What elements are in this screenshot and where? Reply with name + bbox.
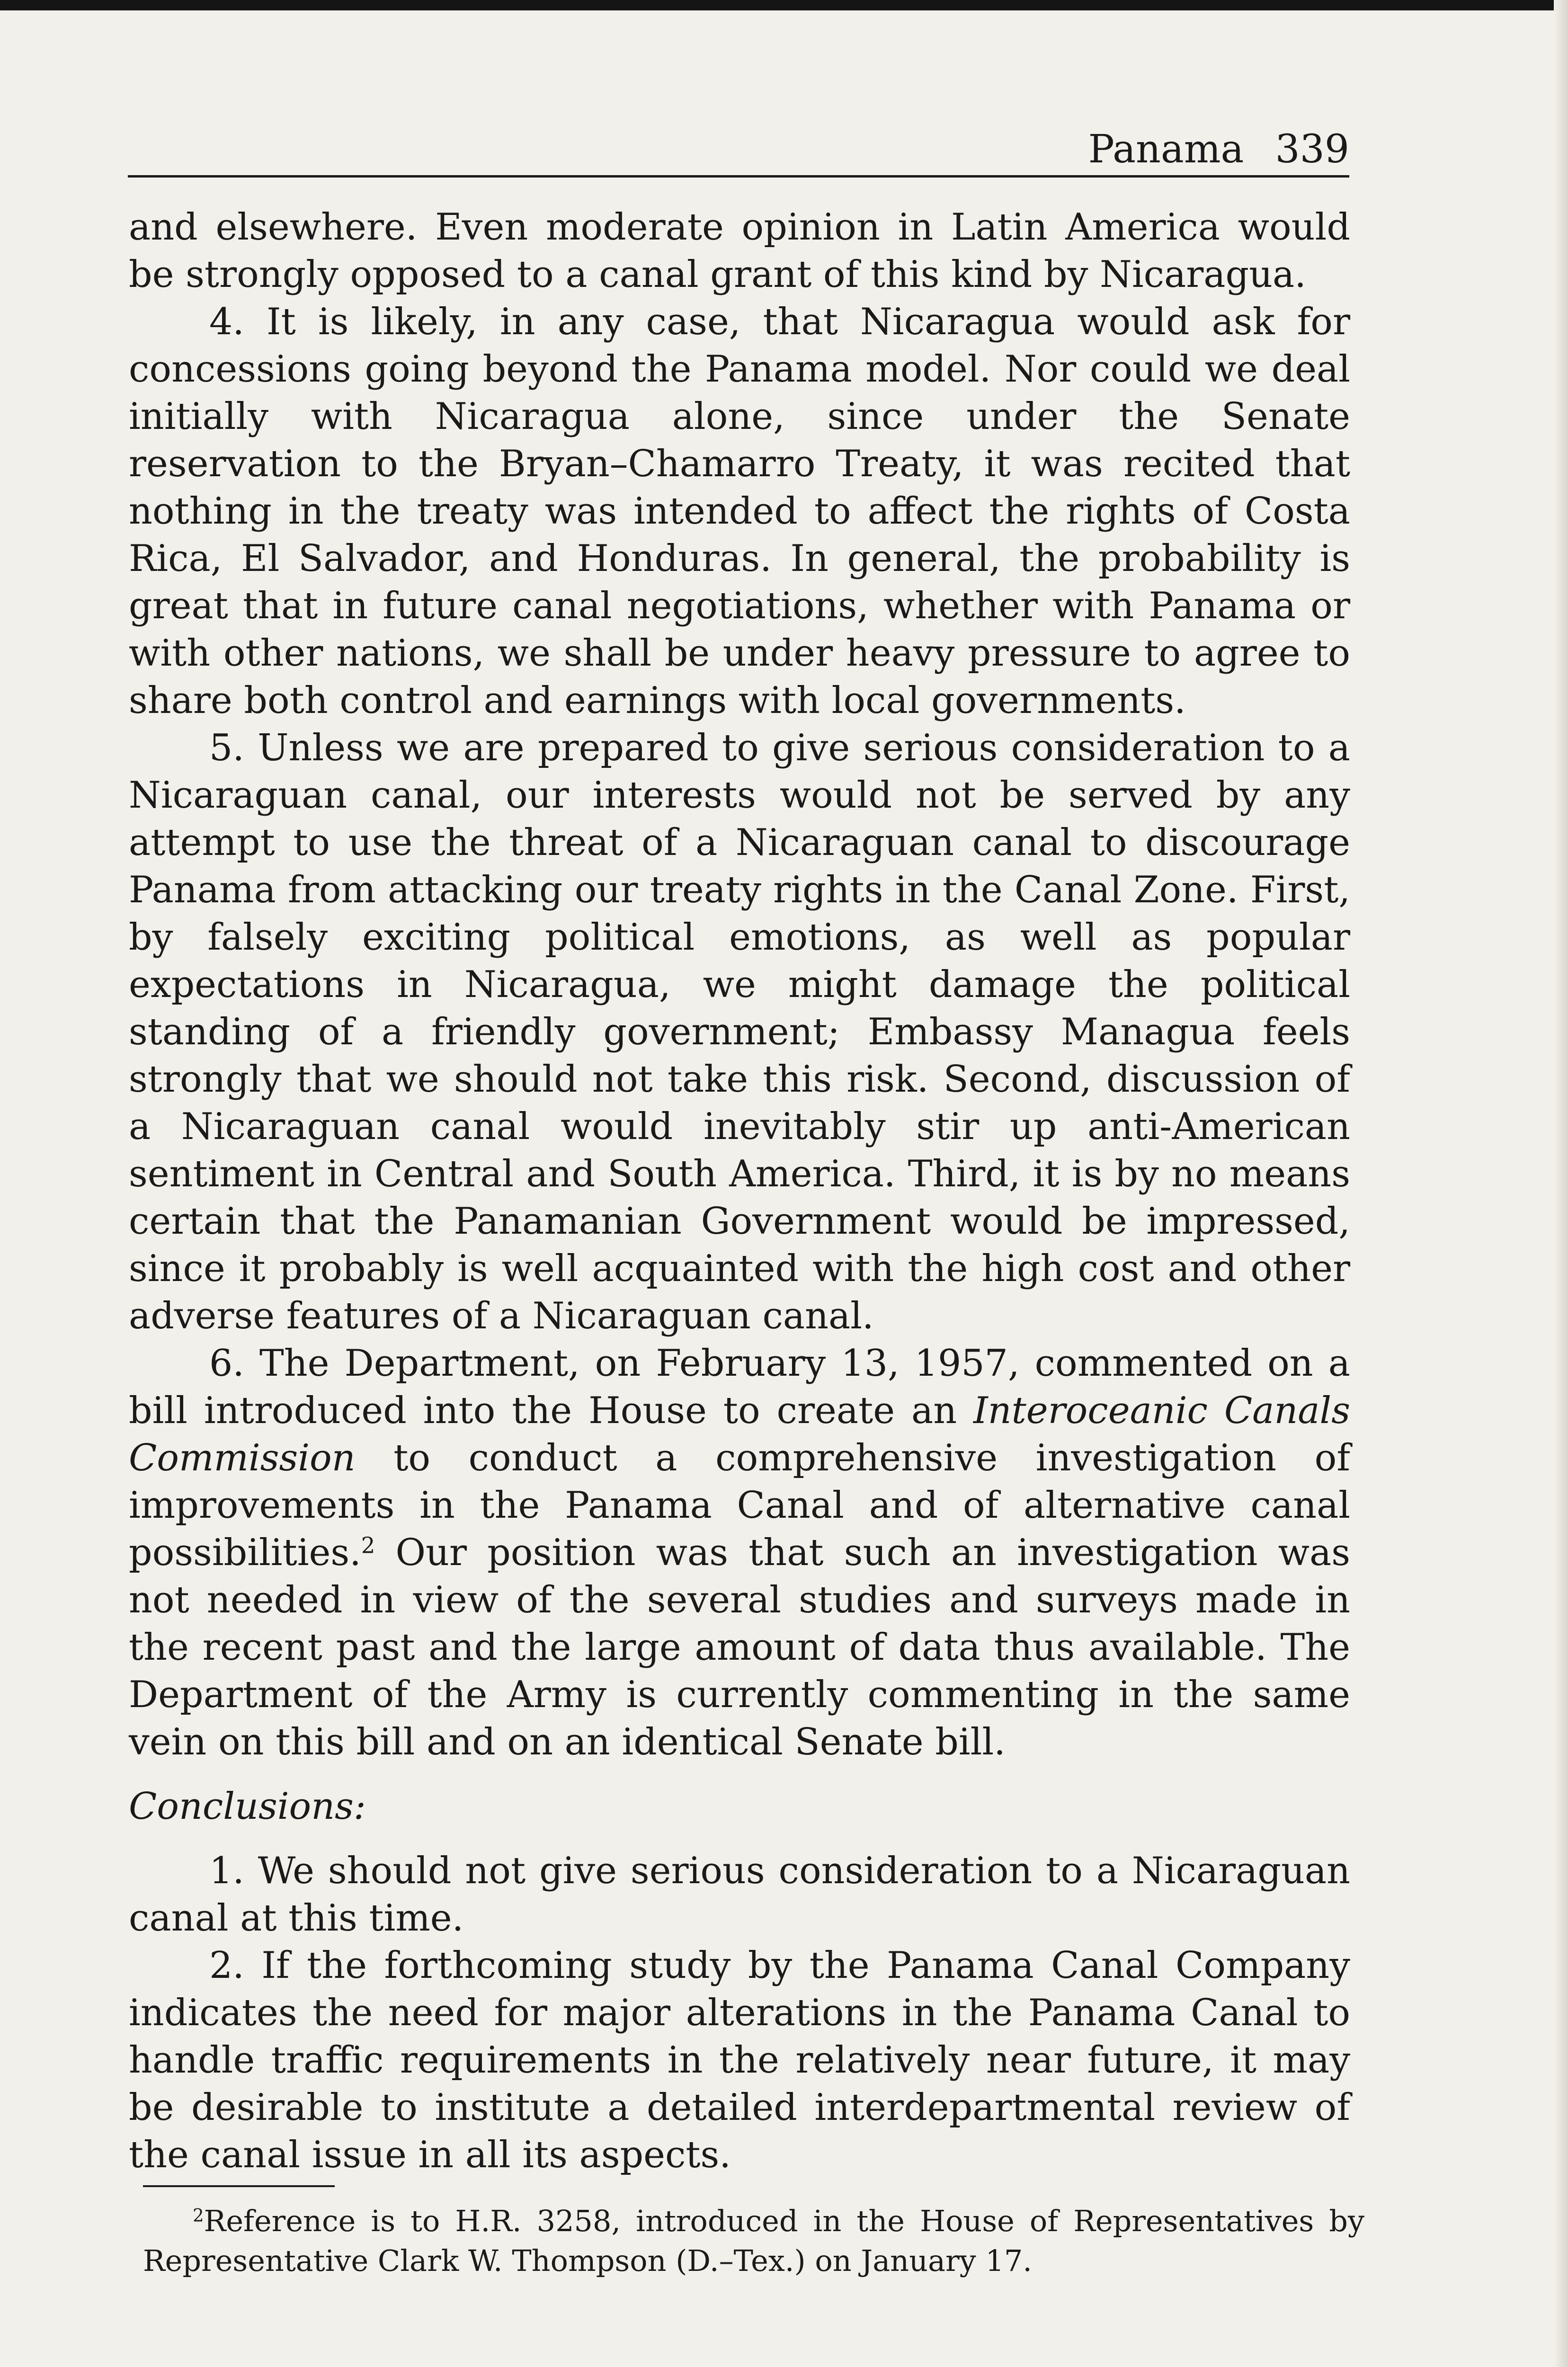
footnote-text: Reference is to H.R. 3258, introduced in the House of Representatives by Representative Clark W. Thompson (D.–Tex.) on January 17. xyxy=(143,2204,1364,2278)
paragraph-6-text-c: Our position was that such an investigation was not needed in view of the several studies and surveys made in the recent past and the large amount of data thus available. The Department of the Army is currently commenting in the same vein on this bill and on an identical Senate bill. xyxy=(129,1531,1350,1763)
conclusion-2: 2. If the forthcoming study by the Panama Canal Company indicates the need for major alterations in the Panama Canal to handle traffic requirements in the relatively near future, it may be desirable to institute a detailed interdepartmental review of the canal issue in all its aspects. xyxy=(129,1944,1350,2176)
paragraph-6-text-b: to conduct a comprehensive investigation of improvements in the Panama Canal and of alternative canal possibilities. xyxy=(129,1437,1350,1574)
paragraph-5: 5. Unless we are prepared to give serious consideration to a Nicaraguan canal, our interests would not be served by any attempt to use the threat of a Nicaraguan canal to discourage Panama from attacking our treaty rights in the Canal Zone. First, by falsely exciting political emotions, as well as popular expectations in Nicaragua, we might damage the political standing of a friendly government; Embassy Managua feels strongly that we should not take this risk. Second, discussion of a Nicaraguan canal would inevitably stir up anti-American sentiment in Central and South America. Third, it is by no means certain that the Panamanian Government would be impressed, since it probably is well acquainted with the high cost and other adverse features of a Nicaraguan canal. xyxy=(129,727,1350,1337)
running-head xyxy=(1088,127,1349,172)
conclusion-1: 1. We should not give serious consideration to a Nicaraguan canal at this time. xyxy=(129,1850,1350,1940)
paragraph-continued: and elsewhere. Even moderate opinion in Latin America would be strongly opposed to a canal grant of this kind by Nicaragua. xyxy=(129,206,1350,296)
footnote-rule xyxy=(143,2185,335,2187)
scan-top-border xyxy=(0,0,1568,10)
paragraph-4: 4. It is likely, in any case, that Nicaragua would ask for concessions going beyond the Panama model. Nor could we deal initially with Nicaragua alone, since under the Senate reservation to the Bryan–Chamarro Treaty, it was recited that nothing in the treaty was intended to affect the rights of Costa Rica, El Salvador, and Honduras. In general, the probability is great that in future canal negotiations, whether with Panama or with other nations, we shall be under heavy pressure to agree to share both control and earnings with local governments. xyxy=(129,301,1350,722)
paragraph-6 xyxy=(129,1340,1350,1766)
commission-name: Interoceanic Canals Commission xyxy=(129,1389,1350,1479)
footnote-marker: 2 xyxy=(193,2205,204,2226)
page-number: 339 xyxy=(1275,127,1349,172)
running-head-section: Panama xyxy=(1088,127,1244,172)
paragraph-6-text-a: 6. The Department, on February 13, 1957, commented on a bill introduced into the House to create an xyxy=(129,1342,1350,1432)
page-header xyxy=(128,125,1349,178)
footnote xyxy=(143,2201,1364,2281)
footnote-reference: 2 xyxy=(361,1532,375,1558)
header-rule xyxy=(128,175,1349,178)
page-edge-shadow xyxy=(1554,0,1568,2367)
body-text xyxy=(129,204,1350,2179)
conclusions-heading: Conclusions: xyxy=(129,1785,366,1828)
